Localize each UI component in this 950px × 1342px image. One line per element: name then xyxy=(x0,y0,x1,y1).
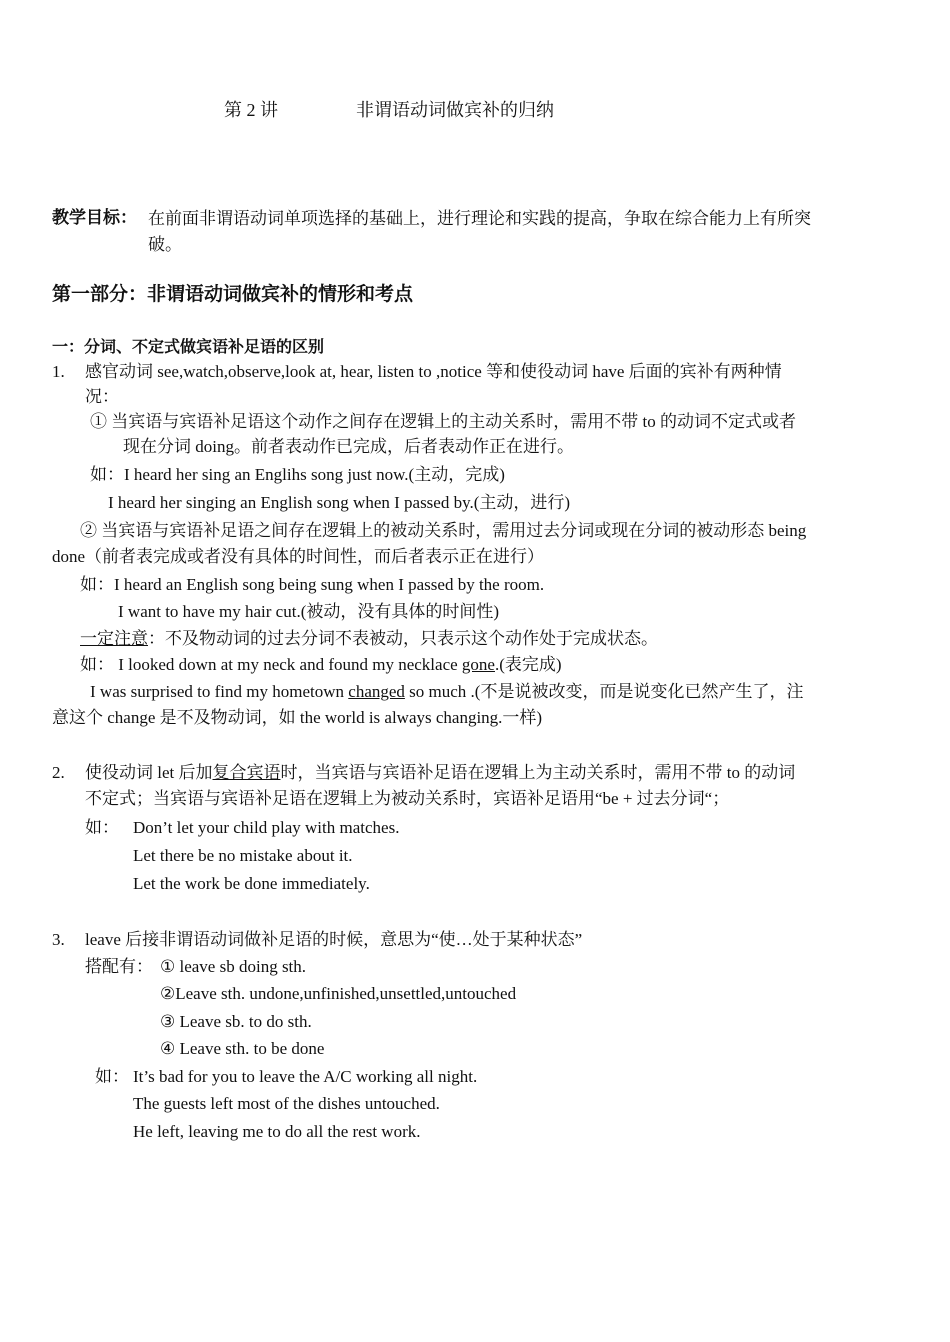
example6-prefix: I was surprised to find my hometown xyxy=(90,682,349,701)
note-label: 一定注意 xyxy=(80,629,148,648)
item1-sub2-line1: ② 当宾语与宾语补足语之间存在逻辑上的被动关系时，需用过去分词或现在分词的被动形态 being xyxy=(80,521,807,540)
item1-sub1-line2: 现在分词 doing。前者表动作已完成，后者表动作正在进行。 xyxy=(123,437,574,456)
item1-example6 xyxy=(90,678,803,705)
item3-combo2: ②Leave sth. undone,unfinished,unsettled,untouched xyxy=(160,984,517,1003)
item3-example-label: 如： xyxy=(95,1067,129,1086)
example5-prefix: 如： I looked down at my neck and found my necklace xyxy=(80,655,462,674)
item3-combo4: ④ Leave sth. to be done xyxy=(160,1039,325,1058)
item1-line2: 况： xyxy=(85,387,119,406)
item1-number: 1. xyxy=(52,362,65,381)
item1-example3: 如：I heard an English song being sung when I passed by the room. xyxy=(80,575,545,594)
example6-suffix: so much .(不是说被改变，而是说变化已然产生了，注 xyxy=(404,682,804,701)
goal-text-line1: 在前面非谓语动词单项选择的基础上，进行理论和实践的提高，争取在综合能力上有所突 xyxy=(148,209,811,228)
item1-sub1-line1: ① 当宾语与宾语补足语这个动作之间存在逻辑上的主动关系时，需用不带 to 的动词不定式或者 xyxy=(90,412,796,431)
example5-suffix: .(表完成) xyxy=(494,655,562,674)
item1-example5 xyxy=(80,651,562,678)
item1-sub2-line2: done（前者表完成或者没有具体的时间性，而后者表示正在进行） xyxy=(52,547,545,566)
item1-example2: I heard her singing an English song when I passed by.(主动，进行) xyxy=(108,493,571,512)
example6-underlined: changed xyxy=(348,682,405,701)
item1-line1: 感官动词 see,watch,observe,look at, hear, listen to ,notice 等和使役动词 have 后面的宾补有两种情 xyxy=(85,362,782,381)
section1-heading: 一：分词、不定式做宾语补足语的区别 xyxy=(52,337,325,356)
item1-example1: 如：I heard her sing an Englihs song just now.(主动，完成) xyxy=(90,465,505,484)
lecture-title: 非谓语动词做宾补的归纳 xyxy=(356,100,554,120)
goal-label: 教学目标： xyxy=(52,208,137,228)
part1-heading: 第一部分：非谓语动词做宾补的情形和考点 xyxy=(52,283,414,305)
item2-example-label: 如： xyxy=(85,818,119,837)
goal-text-line2: 破。 xyxy=(148,235,182,254)
item3-combo3: ③ Leave sb. to do sth. xyxy=(160,1012,312,1031)
item3-line1: leave 后接非谓语动词做补足语的时候，意思为“使…处于某种状态” xyxy=(85,930,583,949)
item2-example3: Let the work be done immediately. xyxy=(133,874,370,893)
lecture-number: 第 2 讲 xyxy=(224,100,278,120)
item2-number: 2. xyxy=(52,763,65,782)
item3-combo1: ① leave sb doing sth. xyxy=(160,957,307,976)
item2-line2: 不定式；当宾语与宾语补足语在逻辑上为被动关系时，宾语补足语用“be + 过去分词“； xyxy=(85,789,730,808)
item1-example6-line2: 意这个 change 是不及物动词，如 the world is always changing.一样) xyxy=(52,708,543,727)
note-text: ：不及物动词的过去分词不表被动，只表示这个动作处于完成状态。 xyxy=(148,629,658,648)
item2-example1: Don’t let your child play with matches. xyxy=(133,818,400,837)
item2-example2: Let there be no mistake about it. xyxy=(133,846,353,865)
item3-example2: The guests left most of the dishes untouched. xyxy=(133,1094,440,1113)
item1-note xyxy=(80,625,658,652)
example5-underlined: gone xyxy=(461,655,495,674)
item2-line1-prefix: 使役动词 let 后加 xyxy=(85,763,213,782)
item3-number: 3. xyxy=(52,930,65,949)
item3-example1: It’s bad for you to leave the A/C working all night. xyxy=(133,1067,478,1086)
item3-example3: He left, leaving me to do all the rest work. xyxy=(133,1122,421,1141)
item2-line1-suffix: 时，当宾语与宾语补足语在逻辑上为主动关系时，需用不带 to 的动词 xyxy=(280,763,796,782)
item2-line1 xyxy=(85,759,795,786)
item1-example4: I want to have my hair cut.(被动，没有具体的时间性) xyxy=(118,602,500,621)
item2-line1-underlined: 复合宾语 xyxy=(212,763,281,782)
item3-combo-label: 搭配有： xyxy=(85,957,153,976)
